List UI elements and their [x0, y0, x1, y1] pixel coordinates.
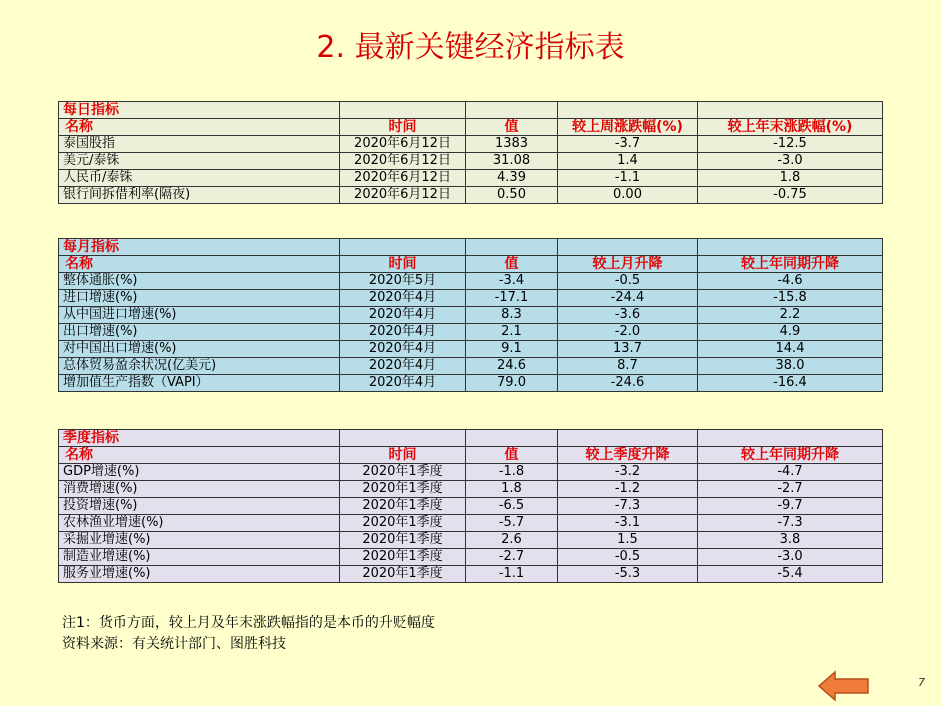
indicator-name: 出口增速(%) [59, 324, 340, 341]
table-cell: -3.2 [558, 464, 698, 481]
indicator-name: 泰国股指 [59, 136, 340, 153]
indicator-name: 整体通胀(%) [59, 273, 340, 290]
indicator-name: 总体贸易盈余状况(亿美元) [59, 358, 340, 375]
column-header: 名称 [59, 256, 340, 273]
section-title: 季度指标 [59, 430, 340, 447]
table-row [59, 498, 883, 515]
table-cell: 38.0 [698, 358, 883, 375]
column-header: 时间 [340, 447, 466, 464]
table-cell: -16.4 [698, 375, 883, 392]
table-cell: -1.1 [558, 170, 698, 187]
table-cell: -1.8 [466, 464, 558, 481]
table-cell: -3.7 [558, 136, 698, 153]
table-cell: 4.9 [698, 324, 883, 341]
indicator-name: 农林渔业增速(%) [59, 515, 340, 532]
column-header: 较上年同期升降 [698, 447, 883, 464]
empty-cell [340, 430, 466, 447]
table-cell: 2020年1季度 [340, 515, 466, 532]
table-cell: 2020年4月 [340, 290, 466, 307]
table-cell: 2020年6月12日 [340, 136, 466, 153]
table-cell: 1383 [466, 136, 558, 153]
table-cell: 0.00 [558, 187, 698, 204]
table-cell: -15.8 [698, 290, 883, 307]
table-row [59, 358, 883, 375]
table-row [59, 307, 883, 324]
table-cell: 0.50 [466, 187, 558, 204]
table-cell: -3.0 [698, 153, 883, 170]
table-row [59, 170, 883, 187]
table-cell: 14.4 [698, 341, 883, 358]
table-row [59, 549, 883, 566]
quarterly-indicators-table [58, 429, 883, 583]
column-header: 值 [466, 119, 558, 136]
table-cell: -24.6 [558, 375, 698, 392]
table-row [59, 341, 883, 358]
table-cell: 13.7 [558, 341, 698, 358]
table-cell: -1.1 [466, 566, 558, 583]
column-header: 值 [466, 256, 558, 273]
source-note: 资料来源：有关统计部门、图胜科技 [62, 636, 286, 652]
empty-cell [698, 239, 883, 256]
table-cell: -5.3 [558, 566, 698, 583]
table-cell: -4.7 [698, 464, 883, 481]
table-cell: -7.3 [698, 515, 883, 532]
section-header-row [59, 239, 883, 256]
table-cell: 9.1 [466, 341, 558, 358]
empty-cell [466, 102, 558, 119]
table-cell: -5.4 [698, 566, 883, 583]
table-cell: 2020年1季度 [340, 481, 466, 498]
table-cell: 1.8 [466, 481, 558, 498]
table-cell: 2020年1季度 [340, 549, 466, 566]
page-number: 7 [918, 676, 925, 689]
table-row [59, 153, 883, 170]
column-header: 时间 [340, 256, 466, 273]
empty-cell [558, 102, 698, 119]
indicator-name: 增加值生产指数（VAPI） [59, 375, 340, 392]
table-cell: -12.5 [698, 136, 883, 153]
column-header: 时间 [340, 119, 466, 136]
monthly-indicators-table [58, 238, 883, 392]
table-cell: 2020年1季度 [340, 532, 466, 549]
indicator-name: 服务业增速(%) [59, 566, 340, 583]
column-header: 较上年同期升降 [698, 256, 883, 273]
table-cell: 2020年1季度 [340, 498, 466, 515]
table-row [59, 324, 883, 341]
section-title: 每日指标 [59, 102, 340, 119]
table-cell: -4.6 [698, 273, 883, 290]
table-cell: 2.1 [466, 324, 558, 341]
indicator-name: 从中国进口增速(%) [59, 307, 340, 324]
indicator-name: 美元/泰铢 [59, 153, 340, 170]
table-cell: -6.5 [466, 498, 558, 515]
indicator-name: 采掘业增速(%) [59, 532, 340, 549]
column-header: 值 [466, 447, 558, 464]
table-cell: -3.4 [466, 273, 558, 290]
table-cell: 2.2 [698, 307, 883, 324]
table-cell: -3.1 [558, 515, 698, 532]
column-header-row [59, 447, 883, 464]
indicator-name: GDP增速(%) [59, 464, 340, 481]
table-cell: 2020年6月12日 [340, 170, 466, 187]
table-cell: 2020年4月 [340, 307, 466, 324]
table-cell: 2020年5月 [340, 273, 466, 290]
column-header-row [59, 119, 883, 136]
table-cell: 31.08 [466, 153, 558, 170]
column-header: 较上季度升降 [558, 447, 698, 464]
footnote: 注1：货币方面，较上月及年末涨跌幅指的是本币的升贬幅度 [62, 615, 435, 631]
column-header: 名称 [59, 119, 340, 136]
empty-cell [466, 430, 558, 447]
empty-cell [340, 239, 466, 256]
table-row [59, 566, 883, 583]
table-cell: 3.8 [698, 532, 883, 549]
column-header-row [59, 256, 883, 273]
indicator-name: 进口增速(%) [59, 290, 340, 307]
table-row [59, 481, 883, 498]
table-row [59, 515, 883, 532]
table-row [59, 273, 883, 290]
table-row [59, 136, 883, 153]
table-cell: -3.0 [698, 549, 883, 566]
table-cell: -9.7 [698, 498, 883, 515]
table-cell: 2020年1季度 [340, 464, 466, 481]
indicator-name: 人民币/泰铢 [59, 170, 340, 187]
table-cell: 4.39 [466, 170, 558, 187]
column-header: 较上年末涨跌幅(%) [698, 119, 883, 136]
table-row [59, 532, 883, 549]
empty-cell [698, 430, 883, 447]
table-cell: 2020年4月 [340, 375, 466, 392]
column-header: 较上周涨跌幅(%) [558, 119, 698, 136]
indicator-name: 制造业增速(%) [59, 549, 340, 566]
table-cell: -2.0 [558, 324, 698, 341]
section-title: 每月指标 [59, 239, 340, 256]
indicator-name: 对中国出口增速(%) [59, 341, 340, 358]
section-header-row [59, 430, 883, 447]
empty-cell [340, 102, 466, 119]
table-cell: -0.5 [558, 273, 698, 290]
column-header: 较上月升降 [558, 256, 698, 273]
table-cell: 8.7 [558, 358, 698, 375]
table-cell: 2020年6月12日 [340, 187, 466, 204]
table-row [59, 290, 883, 307]
table-cell: 24.6 [466, 358, 558, 375]
indicator-name: 投资增速(%) [59, 498, 340, 515]
table-cell: 2020年4月 [340, 324, 466, 341]
table-row [59, 375, 883, 392]
left-arrow-icon[interactable] [818, 670, 870, 702]
table-cell: 2020年1季度 [340, 566, 466, 583]
table-row [59, 464, 883, 481]
table-cell: -24.4 [558, 290, 698, 307]
table-cell: 79.0 [466, 375, 558, 392]
table-cell: -3.6 [558, 307, 698, 324]
table-cell: 1.5 [558, 532, 698, 549]
table-cell: 1.4 [558, 153, 698, 170]
table-cell: 2020年4月 [340, 358, 466, 375]
section-header-row [59, 102, 883, 119]
indicator-name: 银行间拆借利率(隔夜) [59, 187, 340, 204]
table-cell: 2020年4月 [340, 341, 466, 358]
table-cell: -2.7 [466, 549, 558, 566]
table-cell: 8.3 [466, 307, 558, 324]
empty-cell [558, 430, 698, 447]
indicator-name: 消费增速(%) [59, 481, 340, 498]
table-cell: 2020年6月12日 [340, 153, 466, 170]
table-cell: -0.75 [698, 187, 883, 204]
table-cell: -7.3 [558, 498, 698, 515]
table-cell: 1.8 [698, 170, 883, 187]
empty-cell [558, 239, 698, 256]
table-row [59, 187, 883, 204]
table-cell: -1.2 [558, 481, 698, 498]
table-cell: -0.5 [558, 549, 698, 566]
column-header: 名称 [59, 447, 340, 464]
table-cell: -17.1 [466, 290, 558, 307]
table-cell: 2.6 [466, 532, 558, 549]
empty-cell [466, 239, 558, 256]
page-title: 2. 最新关键经济指标表 [316, 30, 625, 65]
table-cell: -2.7 [698, 481, 883, 498]
table-cell: -5.7 [466, 515, 558, 532]
daily-indicators-table [58, 101, 883, 204]
empty-cell [698, 102, 883, 119]
